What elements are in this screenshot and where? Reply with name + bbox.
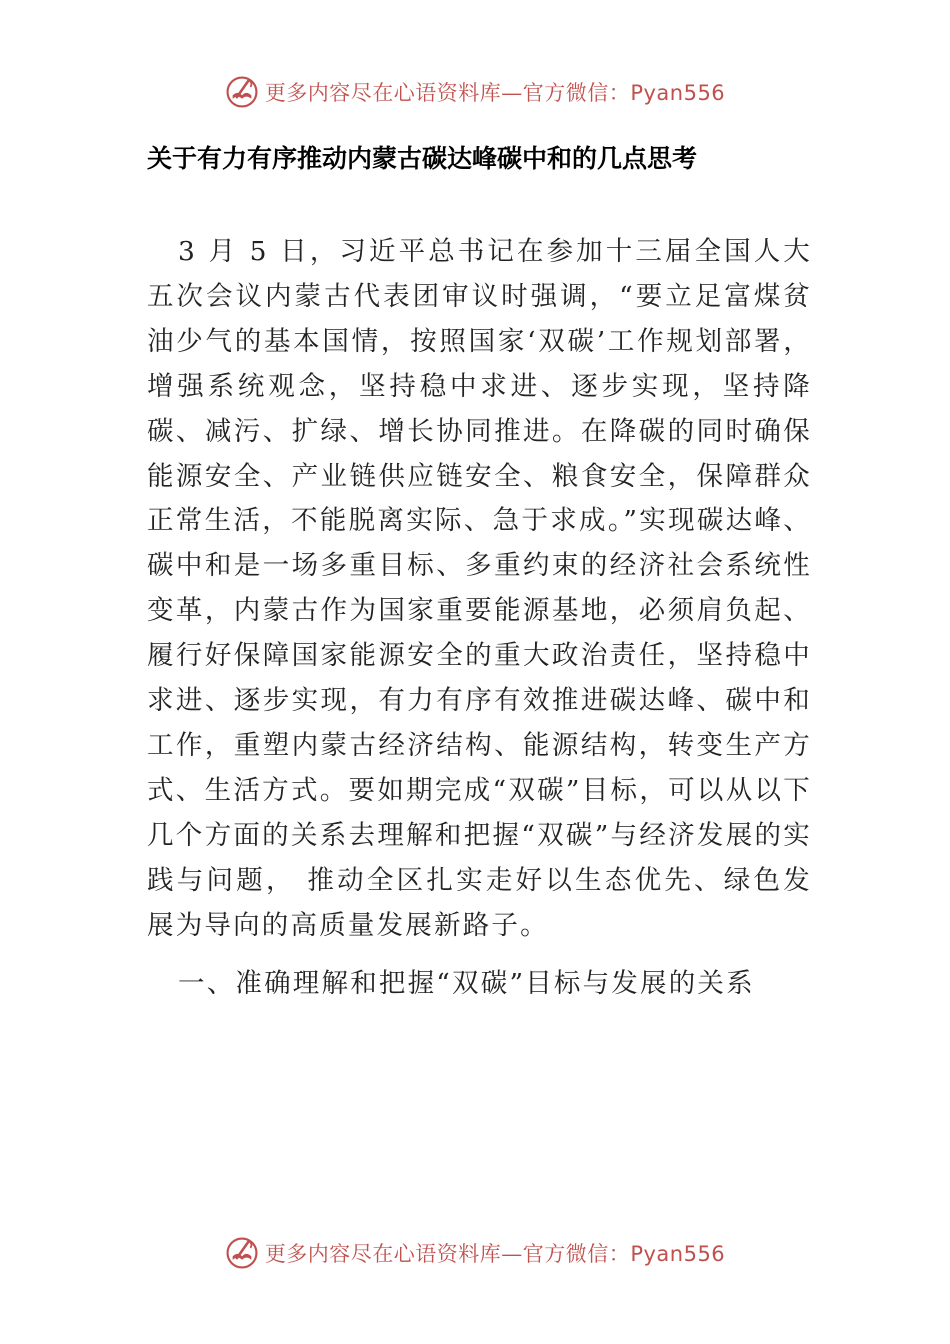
section-heading: 一、准确理解和把握“双碳”目标与发展的关系 xyxy=(178,968,755,999)
header-watermark xyxy=(0,72,950,112)
document-title: 关于有力有序推动内蒙古碳达峰碳中和的几点思考 xyxy=(147,144,698,173)
watermark-text xyxy=(265,1238,725,1268)
book-quill-logo-icon xyxy=(225,1236,259,1270)
body-paragraph: 3 月 5 日，习近平总书记在参加十三届全国人大五次会议内蒙古代表团审议时强调，“要立足富煤贫油少气的基本国情，按照国家‘双碳’工作规划部署，增强系统观念，坚持稳中求进、逐步实现，坚持降碳、减污、扩绿、增长协同推进。在降碳的同时确保能源安全、产业链供应链安全、粮食安全，保障群众正常生活，不能脱离实际、急于求成。”实现碳达峰、碳中和是一场多重目标、多重约束的经济社会系统性变革，内蒙古作为国家重要能源基地，必须肩负起、履行好保障国家能源安全的重大政治责任，坚持稳中求进、逐步实现，有力有序有效推进碳达峰、碳中和工作，重塑内蒙古经济结构、能源结构，转变生产方式、生活方式。要如期完成“双碳”目标，可以从以下几个方面的关系去理解和把握“双碳”与经济发展的实践与问题， 推动全区扎实走好以生态优先、绿色发展为导向的高质量发展新路子。 xyxy=(147,236,812,941)
watermark-label: 更多内容尽在心语资料库—官方微信： xyxy=(264,1242,631,1266)
watermark-handle: Pyan556 xyxy=(630,81,726,105)
book-quill-logo-icon xyxy=(225,75,259,109)
watermark-handle: Pyan556 xyxy=(630,1242,726,1266)
footer-watermark xyxy=(0,1233,950,1273)
watermark-text xyxy=(265,77,725,107)
watermark-label: 更多内容尽在心语资料库—官方微信： xyxy=(264,81,631,105)
